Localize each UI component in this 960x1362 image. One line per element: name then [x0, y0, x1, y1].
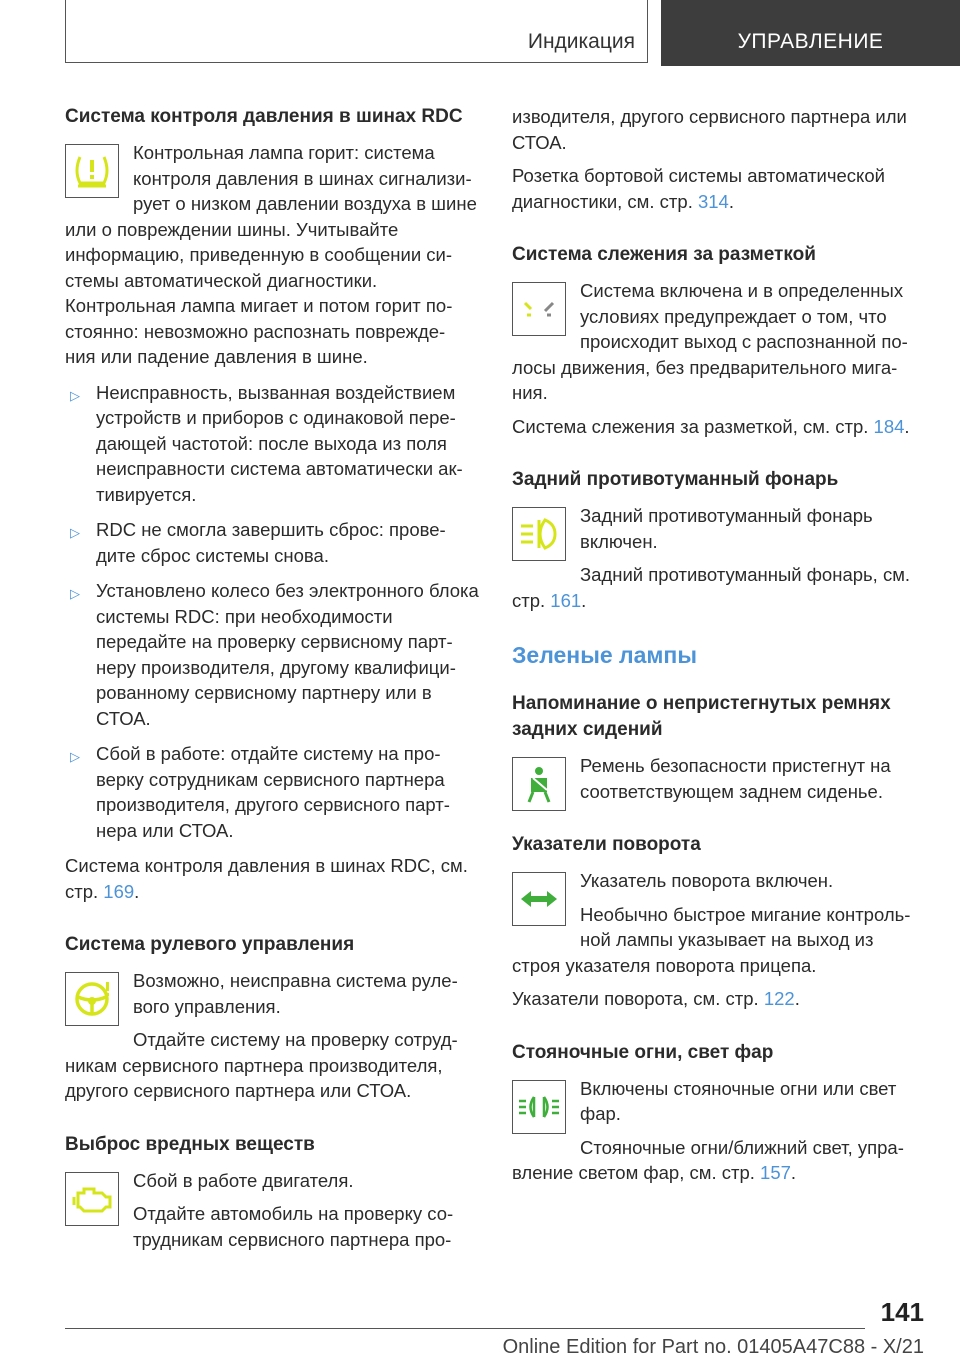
footer-divider: [65, 1328, 865, 1329]
seatbelt-icon: [512, 757, 566, 811]
emissions-paragraph-1: Сбой в работе двигателя.: [133, 1169, 354, 1191]
triangle-bullet-icon: ▷: [70, 525, 80, 540]
header-chapter-label: УПРАВЛЕНИЕ: [737, 30, 884, 53]
section-steering: [65, 932, 479, 1104]
page-link[interactable]: 184: [873, 415, 905, 437]
triangle-bullet-icon: ▷: [70, 586, 80, 601]
obd-reference: Розетка бортовой системы автоматической диагностики, см. стр. 314.: [512, 165, 885, 212]
page-number: 141: [880, 1297, 924, 1327]
section-title: Указатели поворота: [512, 834, 701, 855]
rdc-paragraph-2: Контрольная лампа мигает и потом горит по- стоянно: невозможно распознать поврежде- ния или падение давления в шине.: [65, 295, 453, 367]
section-title: Система слежения за разметкой: [512, 244, 816, 265]
section-rear-fog: [512, 467, 926, 613]
section-title: Напоминание о непристегнутых ремнях задних сидений: [512, 693, 891, 740]
left-column: [65, 104, 479, 1252]
list-item: ▷ Неисправность, вызванная воздействием устройств и приборов с одинаковой пере- дающей частотой: после выхода из поля неисправности система автоматически ак- тивируется.: [70, 381, 463, 505]
turn-reference: Указатели поворота, см. стр. 122.: [512, 988, 800, 1009]
page-link[interactable]: 314: [697, 190, 729, 212]
section-lane: [512, 242, 926, 439]
tire-pressure-warning-icon: [65, 144, 119, 198]
section-title: Стояночные огни, свет фар: [512, 1041, 774, 1063]
section-turn-signal: [512, 832, 926, 1012]
parking-lights-icon: [512, 1080, 566, 1134]
triangle-bullet-icon: ▷: [70, 387, 80, 403]
section-emissions: [65, 1132, 479, 1253]
emissions-continued-paragraph: изводителя, другого сервисного партнера или СТОА.: [512, 106, 907, 153]
rdc-bullet-list: [65, 380, 479, 844]
list-item: ▷ Установлено колесо без электронного блока системы RDC: при необходимости передайте на проверку сервисному парт- неру производителя, другому квалифици- рованному сервисному партнеру или в СТОА.: [70, 580, 479, 729]
list-item: ▷ RDC не смогла завершить сброс: прове- дите сброс системы снова.: [70, 519, 446, 566]
page-link[interactable]: 169: [103, 880, 135, 902]
section-parking-lights: [512, 1040, 926, 1186]
turn-paragraph-1: Указатель поворота включен.: [580, 870, 834, 891]
footer-edition: Online Edition for Part no. 01405A47C88 - X/21: [502, 1336, 924, 1358]
steering-paragraph-1: Возможно, неисправна система руле- вого управления.: [133, 970, 458, 1017]
section-title: Система рулевого управления: [65, 934, 355, 955]
triangle-bullet-icon: ▷: [70, 749, 80, 764]
lane-departure-icon: [512, 282, 566, 336]
fog-reference: Задний противотуманный фонарь, см. стр. 161.: [512, 564, 911, 611]
section-emissions-continued: [512, 104, 926, 214]
lane-reference: Система слежения за разметкой, см. стр. 184.: [512, 415, 910, 437]
parking-paragraph-1: Включены стояночные огни или свет фар.: [580, 1077, 897, 1124]
list-item: ▷ Сбой в работе: отдайте систему на про- верку сотрудникам сервисного партнера производителя, другого сервисного парт- нера или СТОА.: [70, 743, 450, 841]
engine-check-icon: [65, 1172, 119, 1226]
header-section-tab: [65, 0, 648, 63]
lane-paragraph-1: Система включена и в определенных условиях предупреждает о том, что происходит выход с распознанной по- лосы движения, без предварительного мига- ния.: [512, 280, 908, 403]
rdc-reference: Система контроля давления в шинах RDC, см. стр. 169.: [65, 855, 468, 902]
fog-paragraph-1: Задний противотуманный фонарь включен.: [580, 505, 873, 552]
rdc-paragraph-1: Контрольная лампа горит: система контроля давления в шинах сигнализи- рует о низком давлении воздуха в шине или о повреждении шины. Учитывайте информацию, приведенную в сообщении си- стемы автоматической диагностики.: [65, 142, 477, 291]
header-section-label: Индикация: [527, 30, 635, 53]
belt-paragraph-1: Ремень безопасности пристегнут на соответствующем заднем сиденье.: [580, 755, 891, 802]
page-link[interactable]: 161: [550, 589, 582, 611]
page-link[interactable]: 157: [760, 1162, 791, 1183]
section-title: Задний противотуманный фонарь: [512, 469, 839, 490]
right-column: [512, 104, 926, 1186]
turn-signal-icon: [512, 872, 566, 926]
section-rdc: [65, 104, 479, 904]
steering-paragraph-2: Отдайте систему на проверку сотруд- никам сервисного партнера производителя, другого сервисного партнера или СТОА.: [65, 1029, 458, 1101]
section-title: Выброс вредных веществ: [65, 1133, 315, 1155]
green-lamps-heading: Зеленые лампы: [512, 642, 697, 668]
page-link[interactable]: 122: [763, 988, 795, 1009]
parking-reference: Стояночные огни/ближний свет, упра- вление светом фар, см. стр. 157.: [512, 1136, 904, 1183]
header-chapter-tab: [661, 0, 960, 66]
section-seatbelt: [512, 691, 926, 804]
turn-paragraph-2: Необычно быстрое мигание контроль- ной лампы указывает на выход из строя указателя поворота прицепа.: [512, 903, 911, 976]
emissions-paragraph-2: Отдайте автомобиль на проверку со- трудникам сервисного партнера про-: [133, 1203, 454, 1250]
rear-fog-light-icon: [512, 507, 566, 561]
section-title: Система контроля давления в шинах RDC: [65, 106, 463, 127]
steering-warning-icon: [65, 972, 119, 1026]
